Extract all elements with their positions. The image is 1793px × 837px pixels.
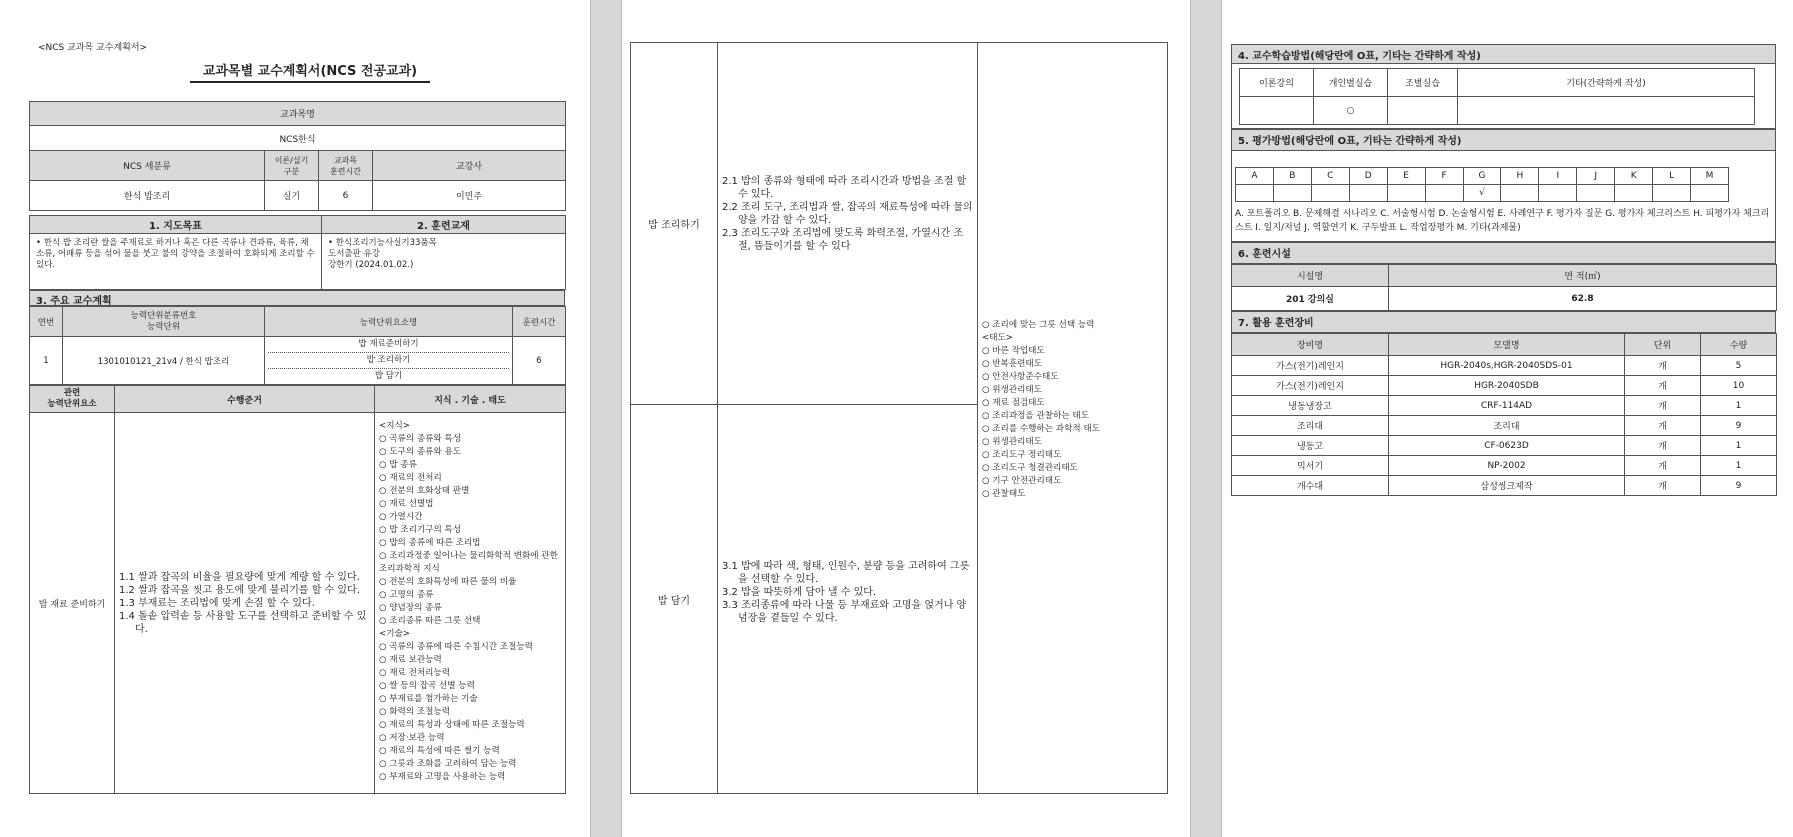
eval-letter: H [1501, 168, 1539, 185]
sec4-title: 4. 교수학습방법(해당란에 O표, 기타는 간략하게 작성) [1231, 44, 1776, 64]
knowledge-item: ○ 전분의 호화상태 판별 [379, 486, 470, 496]
attitude-item: ○ 바른 작업태도 [982, 346, 1045, 356]
table-row [1232, 436, 1777, 456]
equip-cell: 개 [1625, 476, 1701, 496]
equip-cell: HGR-2040SDB [1389, 376, 1625, 396]
criteria-list [119, 571, 370, 636]
equip-cell: 냉동고 [1232, 436, 1389, 456]
course-name: NCS한식 [30, 126, 566, 151]
equip-cell: 10 [1701, 376, 1777, 396]
detail-element: 밥 재료 준비하기 [30, 413, 115, 794]
equip-header-model: 모델명 [1389, 334, 1625, 356]
table-row [1232, 376, 1777, 396]
page-2 [622, 0, 1190, 837]
eval-letter: L [1653, 168, 1691, 185]
equip-cell: 개 [1625, 416, 1701, 436]
page2-table [630, 42, 1168, 794]
sec2-title: 2. 훈련교재 [322, 216, 566, 234]
skill-item: ○ 재료의 특성과 상태에 따른 조절능력 [379, 720, 525, 730]
sec3-title: 3. 주요 교수계획 [29, 290, 565, 306]
attitude-item: ○ 조리에 맞는 그릇 선택 능력 [982, 320, 1095, 330]
plan-header-element: 능력단위요소명 [265, 307, 513, 337]
knowledge-item: ○ 양념장의 종류 [379, 603, 442, 613]
table-row [1232, 476, 1777, 496]
skill-item: ○ 부재료와 고명을 사용하는 능력 [379, 772, 506, 782]
table-row [1232, 456, 1777, 476]
method-header-lecture: 이론강의 [1240, 69, 1314, 97]
page-1 [0, 0, 590, 837]
eval-mark [1387, 185, 1425, 202]
eval-mark [1273, 185, 1311, 202]
eval-letter: A [1236, 168, 1274, 185]
method-mark-lecture [1240, 97, 1314, 125]
equip-cell: 개 [1625, 396, 1701, 416]
info-header-instructor: 교강사 [373, 151, 566, 181]
criteria-item: 2.2 조리 도구, 조리법과 쌀, 잡곡의 재료특성에 따라 물의 양을 가감 할 수 있다. [722, 202, 973, 226]
method-header-individual: 개인별실습 [1314, 69, 1388, 97]
criteria-item: 1.1 쌀과 잡곡의 비율을 필요량에 맞게 계량 할 수 있다. [119, 571, 360, 583]
table-row [1232, 396, 1777, 416]
criteria-item: 2.3 조리도구와 조리법에 맞도록 화력조절, 가열시간 조절, 뜸들이기를 할 수 있다 [722, 228, 964, 252]
objective-text: • 한식 밥 조리란 쌀을 주재료로 하거나 혹은 다른 곡류나 견과류, 육류, 채소류, 어패류 등을 섞어 물을 붓고 불의 강약을 조절하여 호화되게 조리할 수 있다. [30, 234, 322, 290]
equip-cell: 삼성씽크제작 [1389, 476, 1625, 496]
facility-area: 62.8 [1389, 287, 1777, 311]
criteria-item: 1.2 쌀과 잡곡을 씻고 용도에 맞게 불리기를 할 수 있다. [119, 584, 360, 596]
eval-letter: J [1577, 168, 1615, 185]
eval-mark [1425, 185, 1463, 202]
knowledge-item: ○ 조리과정중 일어나는 물리화학적 변화에 관한 조리과학적 지식 [379, 551, 558, 574]
knowledge-item: ○ 고명의 종류 [379, 590, 434, 600]
skill-item: ○ 그릇과 조화를 고려하여 담는 능력 [379, 759, 517, 769]
plan-no: 1 [30, 337, 63, 385]
equip-cell: 1 [1701, 396, 1777, 416]
knowledge-title: <지식> [379, 421, 411, 431]
eval-letter: E [1387, 168, 1425, 185]
equip-cell: CRF-114AD [1389, 396, 1625, 416]
skill-item: ○ 부재료를 첨가하는 기술 [379, 694, 478, 704]
eval-mark [1691, 185, 1729, 202]
equip-cell: 냉동냉장고 [1232, 396, 1389, 416]
knowledge-item: ○ 밥의 종류에 따른 조리법 [379, 538, 481, 548]
attitude-item: ○ 재료 점검태도 [982, 398, 1045, 408]
equip-header-unit: 단위 [1625, 334, 1701, 356]
eval-letter: F [1425, 168, 1463, 185]
p2-criteria-list-1 [722, 175, 973, 253]
eval-mark [1236, 185, 1274, 202]
equip-cell: NP-2002 [1389, 456, 1625, 476]
attitude-item: <태도> [982, 333, 1014, 343]
attitude-item: ○ 위생관리태도 [982, 385, 1043, 395]
attitude-item: ○ 조리과정을 관찰하는 태도 [982, 411, 1090, 421]
eval-letter: G [1463, 168, 1501, 185]
table-row [1232, 416, 1777, 436]
criteria-item: 3.2 밥을 따뜻하게 담아 낼 수 있다. [722, 587, 877, 598]
sec6-title: 6. 훈련시설 [1231, 242, 1776, 264]
equip-cell: 개 [1625, 436, 1701, 456]
eval-letter: C [1311, 168, 1349, 185]
eval-mark: √ [1463, 185, 1501, 202]
eval-mark [1539, 185, 1577, 202]
info-header-hours: 교과목 훈련시간 [319, 151, 373, 181]
knowledge-item: ○ 가열시간 [379, 512, 423, 522]
facility-name: 201 강의실 [1232, 287, 1389, 311]
eval-letter: I [1539, 168, 1577, 185]
equip-cell: 조리대 [1389, 416, 1625, 436]
method-header-other: 기타(간략하게 작성) [1458, 69, 1755, 97]
plan-unit: 1301010121_21v4 / 한식 밥조리 [63, 337, 265, 385]
detail-header-ksa: 지식 . 기술 . 태도 [375, 386, 566, 413]
attitude-list [982, 319, 1163, 501]
p2-criteria-list-2 [722, 560, 973, 625]
attitude-item: ○ 조리도구 정리태도 [982, 450, 1062, 460]
criteria-item: 3.3 조리종류에 따라 나물 등 부재료와 고명을 얹거나 양념장을 곁들일 수 있다. [722, 600, 967, 624]
criteria-item: 2.1 밥의 종류와 형태에 따라 조리시간과 방법을 조절 할 수 있다. [722, 176, 967, 200]
eval-letter: M [1691, 168, 1729, 185]
plan-table [29, 306, 566, 385]
eval-letter: B [1273, 168, 1311, 185]
course-info-table [29, 101, 566, 211]
equip-cell: 가스(전기)레인지 [1232, 376, 1389, 396]
knowledge-list [379, 433, 561, 628]
page-3 [1222, 0, 1793, 837]
skill-item: ○ 곡류의 종류에 따른 수침시간 조절능력 [379, 642, 533, 652]
equip-cell: CF-0623D [1389, 436, 1625, 456]
skill-item: ○ 화력의 조절능력 [379, 707, 451, 717]
info-header-ncs: NCS 세분류 [30, 151, 265, 181]
sec5-title: 5. 평가방법(해당란에 O표, 기타는 간략하게 작성) [1231, 129, 1776, 151]
eval-mark [1615, 185, 1653, 202]
equip-cell: 가스(전기)레인지 [1232, 356, 1389, 376]
equip-cell: 개수대 [1232, 476, 1389, 496]
attitude-item: ○ 조리를 수행하는 과학적 태도 [982, 424, 1101, 434]
attitude-item: ○ 안전사항준수태도 [982, 372, 1059, 382]
equip-cell: HGR-2040s,HGR-2040SDS-01 [1389, 356, 1625, 376]
plan-element-3: 밥 담기 [374, 371, 403, 381]
knowledge-item: ○ 전분의 호화특성에 따른 물의 비율 [379, 577, 517, 587]
plan-element-2: 밥 조리하기 [268, 353, 509, 369]
equip-cell: 9 [1701, 476, 1777, 496]
info-header-type: 이론/실기 구분 [265, 151, 319, 181]
skill-item: ○ 재료 보관능력 [379, 655, 442, 665]
knowledge-item: ○ 밥 조리기구의 특성 [379, 525, 462, 535]
detail-table [29, 385, 566, 794]
info-type: 실기 [265, 181, 319, 211]
plan-header-hours: 훈련시간 [513, 307, 566, 337]
facility-header-area: 면 적(㎡) [1389, 265, 1777, 287]
knowledge-item: ○ 재료 선별법 [379, 499, 434, 509]
equip-header-name: 장비명 [1232, 334, 1389, 356]
plan-header-unit: 능력단위분류번호 능력단위 [63, 307, 265, 337]
eval-letter: K [1615, 168, 1653, 185]
detail-header-element: 관련 능력단위요소 [30, 386, 115, 413]
sec1-title: 1. 지도목표 [30, 216, 322, 234]
plan-hours: 6 [513, 337, 566, 385]
page-gutter-1 [590, 0, 622, 837]
page-title: 교과목별 교수계획서(NCS 전공교과) [190, 60, 430, 83]
attitude-item: ○ 관찰태도 [982, 489, 1026, 499]
page-gutter-2 [1190, 0, 1222, 837]
equipment-table [1231, 333, 1777, 496]
table-row [1232, 356, 1777, 376]
criteria-item: 1.4 돌솥 압력솥 등 사용할 도구를 선택하고 준비할 수 있다. [119, 610, 367, 635]
p2-element-2: 밥 담기 [631, 405, 718, 794]
eval-letter: D [1349, 168, 1387, 185]
equip-header-qty: 수량 [1701, 334, 1777, 356]
eval-mark [1653, 185, 1691, 202]
skill-item: ○ 재료의 특성에 따른 썰기 능력 [379, 746, 500, 756]
knowledge-item: ○ 도구의 종류와 용도 [379, 447, 462, 457]
attitude-item: ○ 조리도구 청결관리태도 [982, 463, 1078, 473]
eval-mark [1311, 185, 1349, 202]
method-header-group: 조별실습 [1388, 69, 1458, 97]
equip-cell: 5 [1701, 356, 1777, 376]
equip-cell: 개 [1625, 356, 1701, 376]
eval-table [1235, 167, 1729, 202]
eval-legend: A. 포트폴리오 B. 문제해결 시나리오 C. 서술형시험 D. 논술형시험 E. 사례연구 F. 평가자 질문 G. 평가자 체크리스트 H. 피평가자 체크리스트 I. 일지/저널 J. 역할연기 K. 구두발표 L. 작업장평가 M. 기타(과제물) [1235, 209, 1770, 233]
equip-cell: 믹서기 [1232, 456, 1389, 476]
equip-cell: 조리대 [1232, 416, 1389, 436]
knowledge-item: ○ 재료의 전처리 [379, 473, 442, 483]
equip-cell: 개 [1625, 376, 1701, 396]
method-table [1239, 68, 1755, 125]
knowledge-item: ○ 밥 종류 [379, 460, 417, 470]
eval-mark [1577, 185, 1615, 202]
info-instructor: 이민주 [373, 181, 566, 211]
attitude-item: ○ 기구 안전관리태도 [982, 476, 1062, 486]
skill-list [379, 641, 561, 784]
skill-item: ○ 재료 전처리능력 [379, 668, 451, 678]
knowledge-item: ○ 조리종류 따른 그릇 선택 [379, 616, 481, 626]
eval-mark [1349, 185, 1387, 202]
p2-element-1: 밥 조리하기 [631, 43, 718, 405]
plan-header-no: 연번 [30, 307, 63, 337]
attitude-item: ○ 위생관리태도 [982, 437, 1043, 447]
equip-cell: 9 [1701, 416, 1777, 436]
plan-element-1: 밥 재료준비하기 [268, 337, 509, 353]
course-name-header: 교과목명 [30, 102, 566, 126]
eval-mark [1501, 185, 1539, 202]
equip-cell: 1 [1701, 436, 1777, 456]
skill-item: ○ 저장·보관 능력 [379, 733, 445, 743]
method-mark-group [1388, 97, 1458, 125]
sec7-title: 7. 활용 훈련장비 [1231, 311, 1776, 333]
skill-title: <기술> [379, 629, 411, 639]
info-hours: 6 [319, 181, 373, 211]
textbook-text: • 한식조리기능사실기33품목 도서출판 유강 강한기 (2024.01.02.) [322, 234, 566, 290]
attitude-item: ○ 반복훈련태도 [982, 359, 1043, 369]
equip-cell: 1 [1701, 456, 1777, 476]
method-mark-other [1458, 97, 1755, 125]
skill-item: ○ 쌀 등의 잡곡 선별 능력 [379, 681, 475, 691]
knowledge-item: ○ 곡류의 종류와 특성 [379, 434, 462, 444]
info-ncs: 한식 밥조리 [30, 181, 265, 211]
objective-table [29, 215, 566, 290]
facility-header-name: 시설명 [1232, 265, 1389, 287]
criteria-item: 3.1 밥에 따라 색, 형태, 인원수, 분량 등을 고려하여 그릇을 선택할 수 있다. [722, 561, 970, 585]
criteria-item: 1.3 부재료는 조리법에 맞게 손질 할 수 있다. [119, 597, 315, 609]
equip-cell: 개 [1625, 456, 1701, 476]
method-mark-individual: ○ [1314, 97, 1388, 125]
facility-table [1231, 264, 1777, 311]
detail-header-criteria: 수행준거 [115, 386, 375, 413]
doc-label: <NCS 교과목 교수계획서> [38, 43, 148, 53]
